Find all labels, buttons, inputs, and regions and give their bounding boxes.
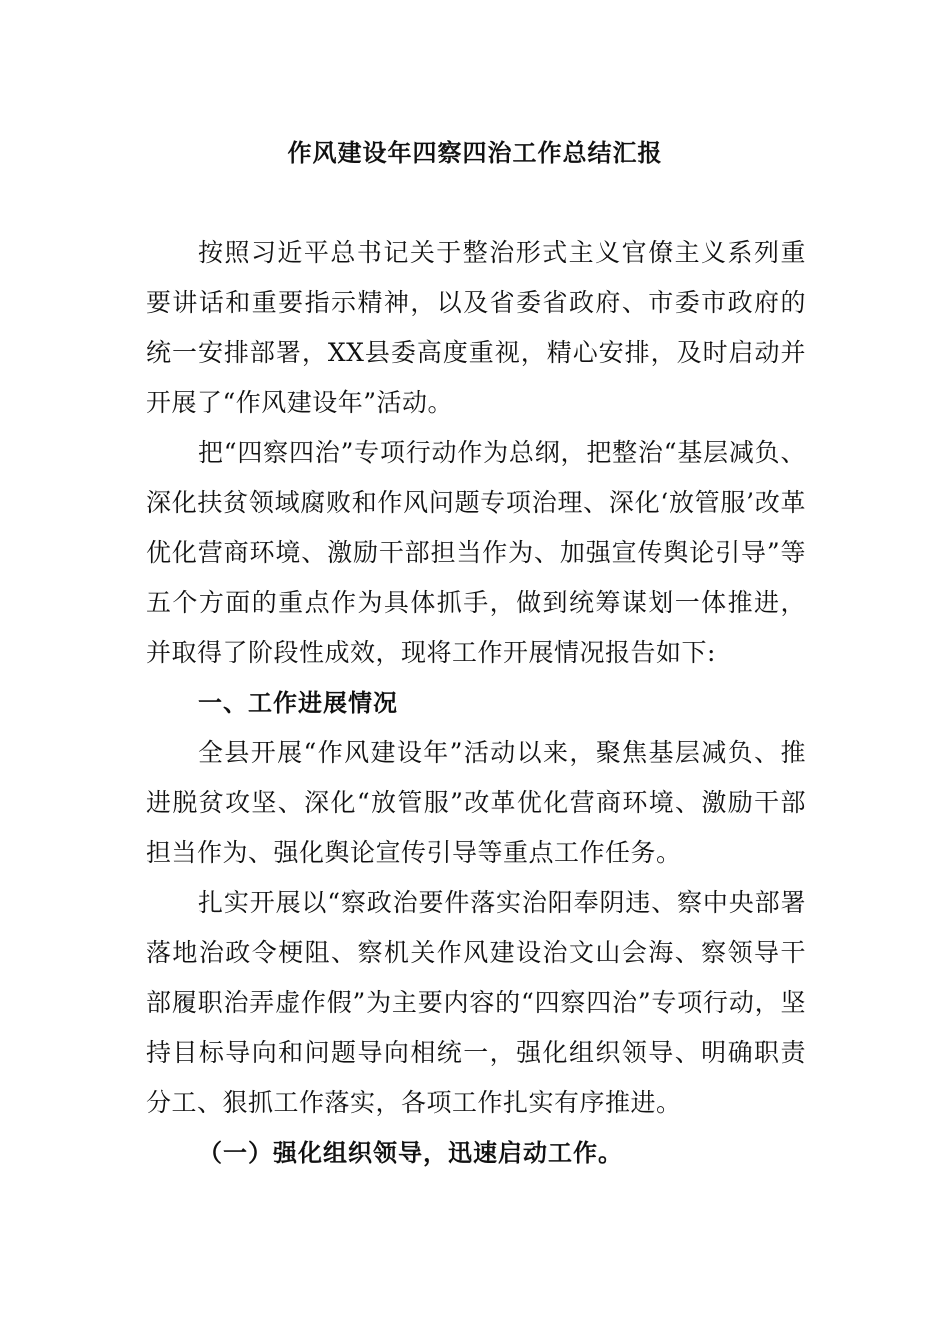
section-1-paragraph-1: 全县开展“作风建设年”活动以来，聚焦基层减负、推进脱贫攻坚、深化“放管服”改革优化营商环境、激励干部担当作为、强化舆论宣传引导等重点工作任务。: [146, 738, 806, 867]
intro-paragraph-2: 把“四察四治”专项行动作为总纲，把整治“基层减负、深化扶贫领域腐败和作风问题专项治理、深化‘放管服’改革优化营商环境、激励干部担当作为、加强宣传舆论引导”等五个方面的重点作为具体抓手，做到统筹谋划一体推进，并取得了阶段性成效，现将工作开展情况报告如下:: [146, 438, 806, 667]
document-body: [146, 228, 806, 1178]
document-title: 作风建设年四察四治工作总结汇报: [287, 139, 663, 167]
section-heading-1: 一、工作进展情况: [198, 689, 398, 717]
section-1-paragraph-2: 扎实开展以“察政治要件落实治阳奉阴违、察中央部署落地治政令梗阻、察机关作风建设治文山会海、察领导干部履职治弄虚作假”为主要内容的“四察四治”专项行动，坚持目标导向和问题导向相统一，强化组织领导、明确职责分工、狠抓工作落实，各项工作扎实有序推进。: [146, 888, 806, 1117]
intro-paragraph-1: 按照习近平总书记关于整治形式主义官僚主义系列重要讲话和重要指示精神，以及省委省政府、市委市政府的统一安排部署，XX县委高度重视，精心安排，及时启动并开展了“作风建设年”活动。: [146, 238, 806, 417]
subsection-heading-1: （一）强化组织领导，迅速启动工作。: [198, 1139, 623, 1167]
